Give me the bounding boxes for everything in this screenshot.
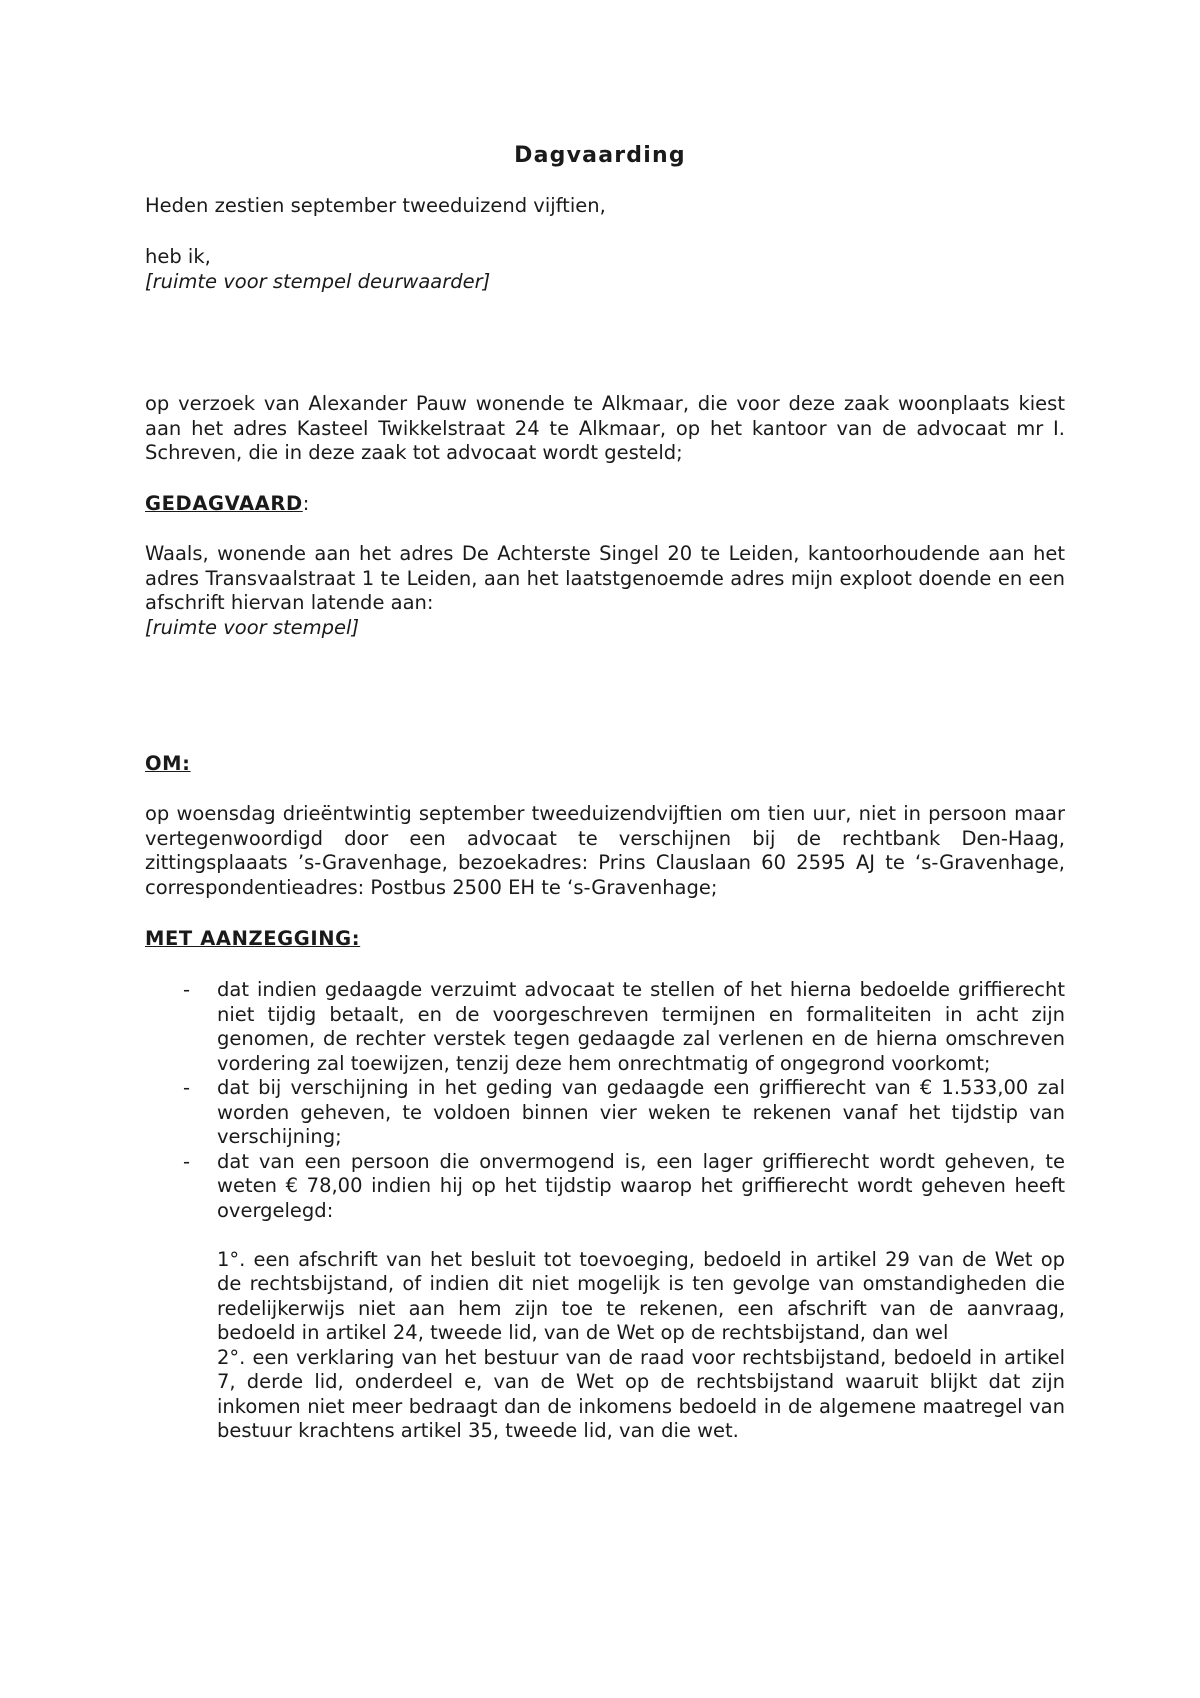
list-item: [145, 1150, 1065, 1224]
request-paragraph: op verzoek van Alexander Pauw wonende te Alkmaar, die voor deze zaak woonplaats kiest aan het adres Kasteel Twikkelstraat 24 te Alkmaar, op het kantoor van de advocaat mr I. Schreven, die in deze zaak tot advocaat wordt gesteld;: [145, 392, 1065, 464]
bullet-dash: -: [183, 1149, 191, 1173]
summoned-paragraph: Waals, wonende aan het adres De Achterste Singel 20 te Leiden, kantoorhoudende aan het adres Transvaalstraat 1 te Leiden, aan het laatstgenoemde adres mijn exploot doende en een afschrift hiervan latende aan:: [145, 542, 1065, 614]
sub-item: 2°. een verklaring van het bestuur van de raad voor rechtsbijstand, bedoeld in artikel 7, derde lid, onderdeel e, van de Wet op de rechtsbijstand waaruit blijkt dat zijn inkomen niet meer bedraagt dan de inkomens bedoeld in de algemene maatregel van bestuur krachtens artikel 35, tweede lid, van die wet.: [217, 1345, 1065, 1442]
list-item-text: dat bij verschijning in het geding van gedaagde een griffierecht van € 1.533,00 zal worden geheven, te voldoen binnen vier weken te rekenen vanaf het tijdstip van verschijning;: [217, 1076, 1065, 1148]
bailiff-stamp-placeholder: [ruimte voor stempel deurwaarder]: [145, 270, 491, 293]
bullet-dash: -: [183, 1076, 191, 1099]
summoned-colon: :: [302, 492, 310, 515]
document-title: Dagvaarding: [514, 143, 686, 168]
om-heading: OM:: [145, 752, 191, 775]
om-heading-line: [145, 752, 1065, 777]
om-paragraph: op woensdag drieëntwintig september tweeduizendvijftien om tien uur, niet in persoon maar vertegenwoordigd door een advocaat te verschijnen bij de rechtbank Den-Haag, zittingsplaaats ’s-Gravenhage, bezoekadres: Prins Clauslaan 60 2595 AJ te ‘s-Gravenhage, correspondentieadres: Postbus 2500 EH te ‘s-Gravenhage;: [145, 802, 1065, 899]
list-item-text: dat van een persoon die onvermogend is, een lager griffierecht wordt geheven, te weten € 78,00 indien hij op het tijdstip waarop het griffierecht wordt geheven heeft overgelegd:: [217, 1149, 1065, 1222]
date-line: Heden zestien september tweeduizend vijftien,: [145, 194, 606, 217]
list-item-text: dat indien gedaagde verzuimt advocaat te stellen of het hierna bedoelde griffierecht niet tijdig betaalt, en de voorgeschreven termijnen en formaliteiten in acht zijn genomen, de rechter verstek tegen gedaagde zal verlenen en de hierna omschreven vordering zal toewijzen, tenzij deze hem onrechtmatig of ongegrond voorkomt;: [217, 978, 1065, 1075]
notice-heading: MET AANZEGGING:: [145, 927, 361, 950]
sub-item: 1°. een afschrift van het besluit tot toevoeging, bedoeld in artikel 29 van de Wet op de rechtsbijstand, of indien dit niet mogelijk is ten gevolge van omstandigheden die redelijkerwijs niet aan hem zijn toe te rekenen, een afschrift van de aanvraag, bedoeld in artikel 24, tweede lid, van de Wet op de rechtsbijstand, dan wel: [217, 1247, 1065, 1344]
heb-ik-line: heb ik,: [145, 245, 211, 268]
bullet-dash: -: [183, 978, 191, 1001]
notice-list: [145, 978, 1065, 1444]
stamp-placeholder: [ruimte voor stempel]: [145, 616, 360, 639]
list-item: [145, 1076, 1065, 1150]
summoned-heading: GEDAGVAARD: [145, 492, 303, 515]
list-item: [145, 978, 1065, 1076]
spacer: [145, 1223, 1065, 1248]
notice-heading-line: [145, 927, 1065, 952]
summoned-heading-line: [145, 492, 1065, 517]
